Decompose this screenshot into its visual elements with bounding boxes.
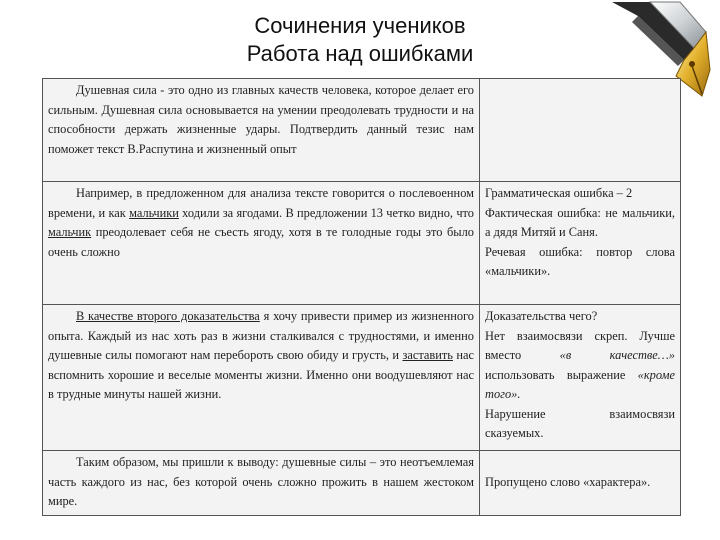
- text-fragment: использовать выражение: [485, 367, 638, 382]
- essay-paragraph: Душевная сила - это одно из главных качеств человека, которое делает его сильным. Душевная сила основывается на умении преодолевать трудности и на способности держать жизненные удары. Подтвердить данный тезис нам поможет текст В.Распутина и жизненный опыт: [48, 83, 474, 156]
- correction-text: Речевая ошибка: повтор слова «мальчики».: [485, 244, 675, 278]
- essay-text-cell: [43, 451, 480, 516]
- text-fragment: ходили за ягодами. В предложении 13 четко видно, что: [178, 205, 474, 220]
- essay-paragraph: [48, 307, 474, 405]
- table-row: [43, 79, 681, 182]
- correction-text: Доказательства чего?: [485, 309, 598, 323]
- correction-text: Нарушение взаимосвязи сказуемых.: [485, 406, 675, 440]
- correction-text: Пропущено слово «характера».: [485, 475, 651, 490]
- correction-cell: [480, 451, 681, 516]
- essay-paragraph: [48, 184, 474, 262]
- essay-corrections-table: [42, 78, 681, 516]
- italic-phrase: «кроме того».: [485, 367, 675, 401]
- correction-cell: [480, 305, 681, 451]
- text-fragment: я хочу привести пример из жизненного опыта. Каждый из нас хоть раз в жизни сталкивался с трудностями, и именно душевные силы помогают нам перебороть свою обиду и грусть, и: [48, 309, 474, 362]
- text-fragment: Например, в предложенном для анализа тексте говорится о послевоенном времени, и как: [48, 186, 474, 220]
- title-line-1: Сочинения учеников: [254, 13, 466, 38]
- text-fragment: Нет взаимосвязи скреп. Лучше вместо: [485, 328, 675, 362]
- table-row: [43, 305, 681, 451]
- essay-text-cell: [43, 305, 480, 451]
- correction-text: Фактическая ошибка: не мальчики, а дядя Митяй и Саня.: [485, 205, 675, 239]
- correction-text: Грамматическая ошибка – 2: [485, 186, 633, 200]
- table-row: [43, 451, 681, 516]
- title-line-2: Работа над ошибками: [246, 41, 474, 66]
- underlined-error: заставить: [402, 348, 453, 362]
- correction-cell: [480, 79, 681, 182]
- essay-paragraph: Таким образом, мы пришли к выводу: душевные силы – это неотъемлемая часть каждого из нас, без которой очень сложно прожить в нашем жестоком мире.: [48, 455, 474, 508]
- text-fragment: преодолевает себя не съесть ягоду, хотя в те голодные годы это было очень сложно: [48, 225, 474, 259]
- essay-text-cell: [43, 79, 480, 182]
- essay-text-cell: [43, 182, 480, 305]
- table-row: [43, 182, 681, 305]
- underlined-error: мальчик: [48, 225, 92, 239]
- underlined-error: мальчики: [129, 205, 179, 220]
- text-fragment: нас вспомнить хорошие и веселые моменты жизни. Именно они воодушевляют нас в трудные минуты нашей жизни.: [48, 348, 474, 401]
- italic-phrase: «в качестве…»: [559, 348, 675, 362]
- correction-cell: [480, 182, 681, 305]
- underlined-error: В качестве второго доказательства: [76, 309, 260, 323]
- correction-text: [485, 327, 675, 405]
- slide-title: [150, 12, 570, 68]
